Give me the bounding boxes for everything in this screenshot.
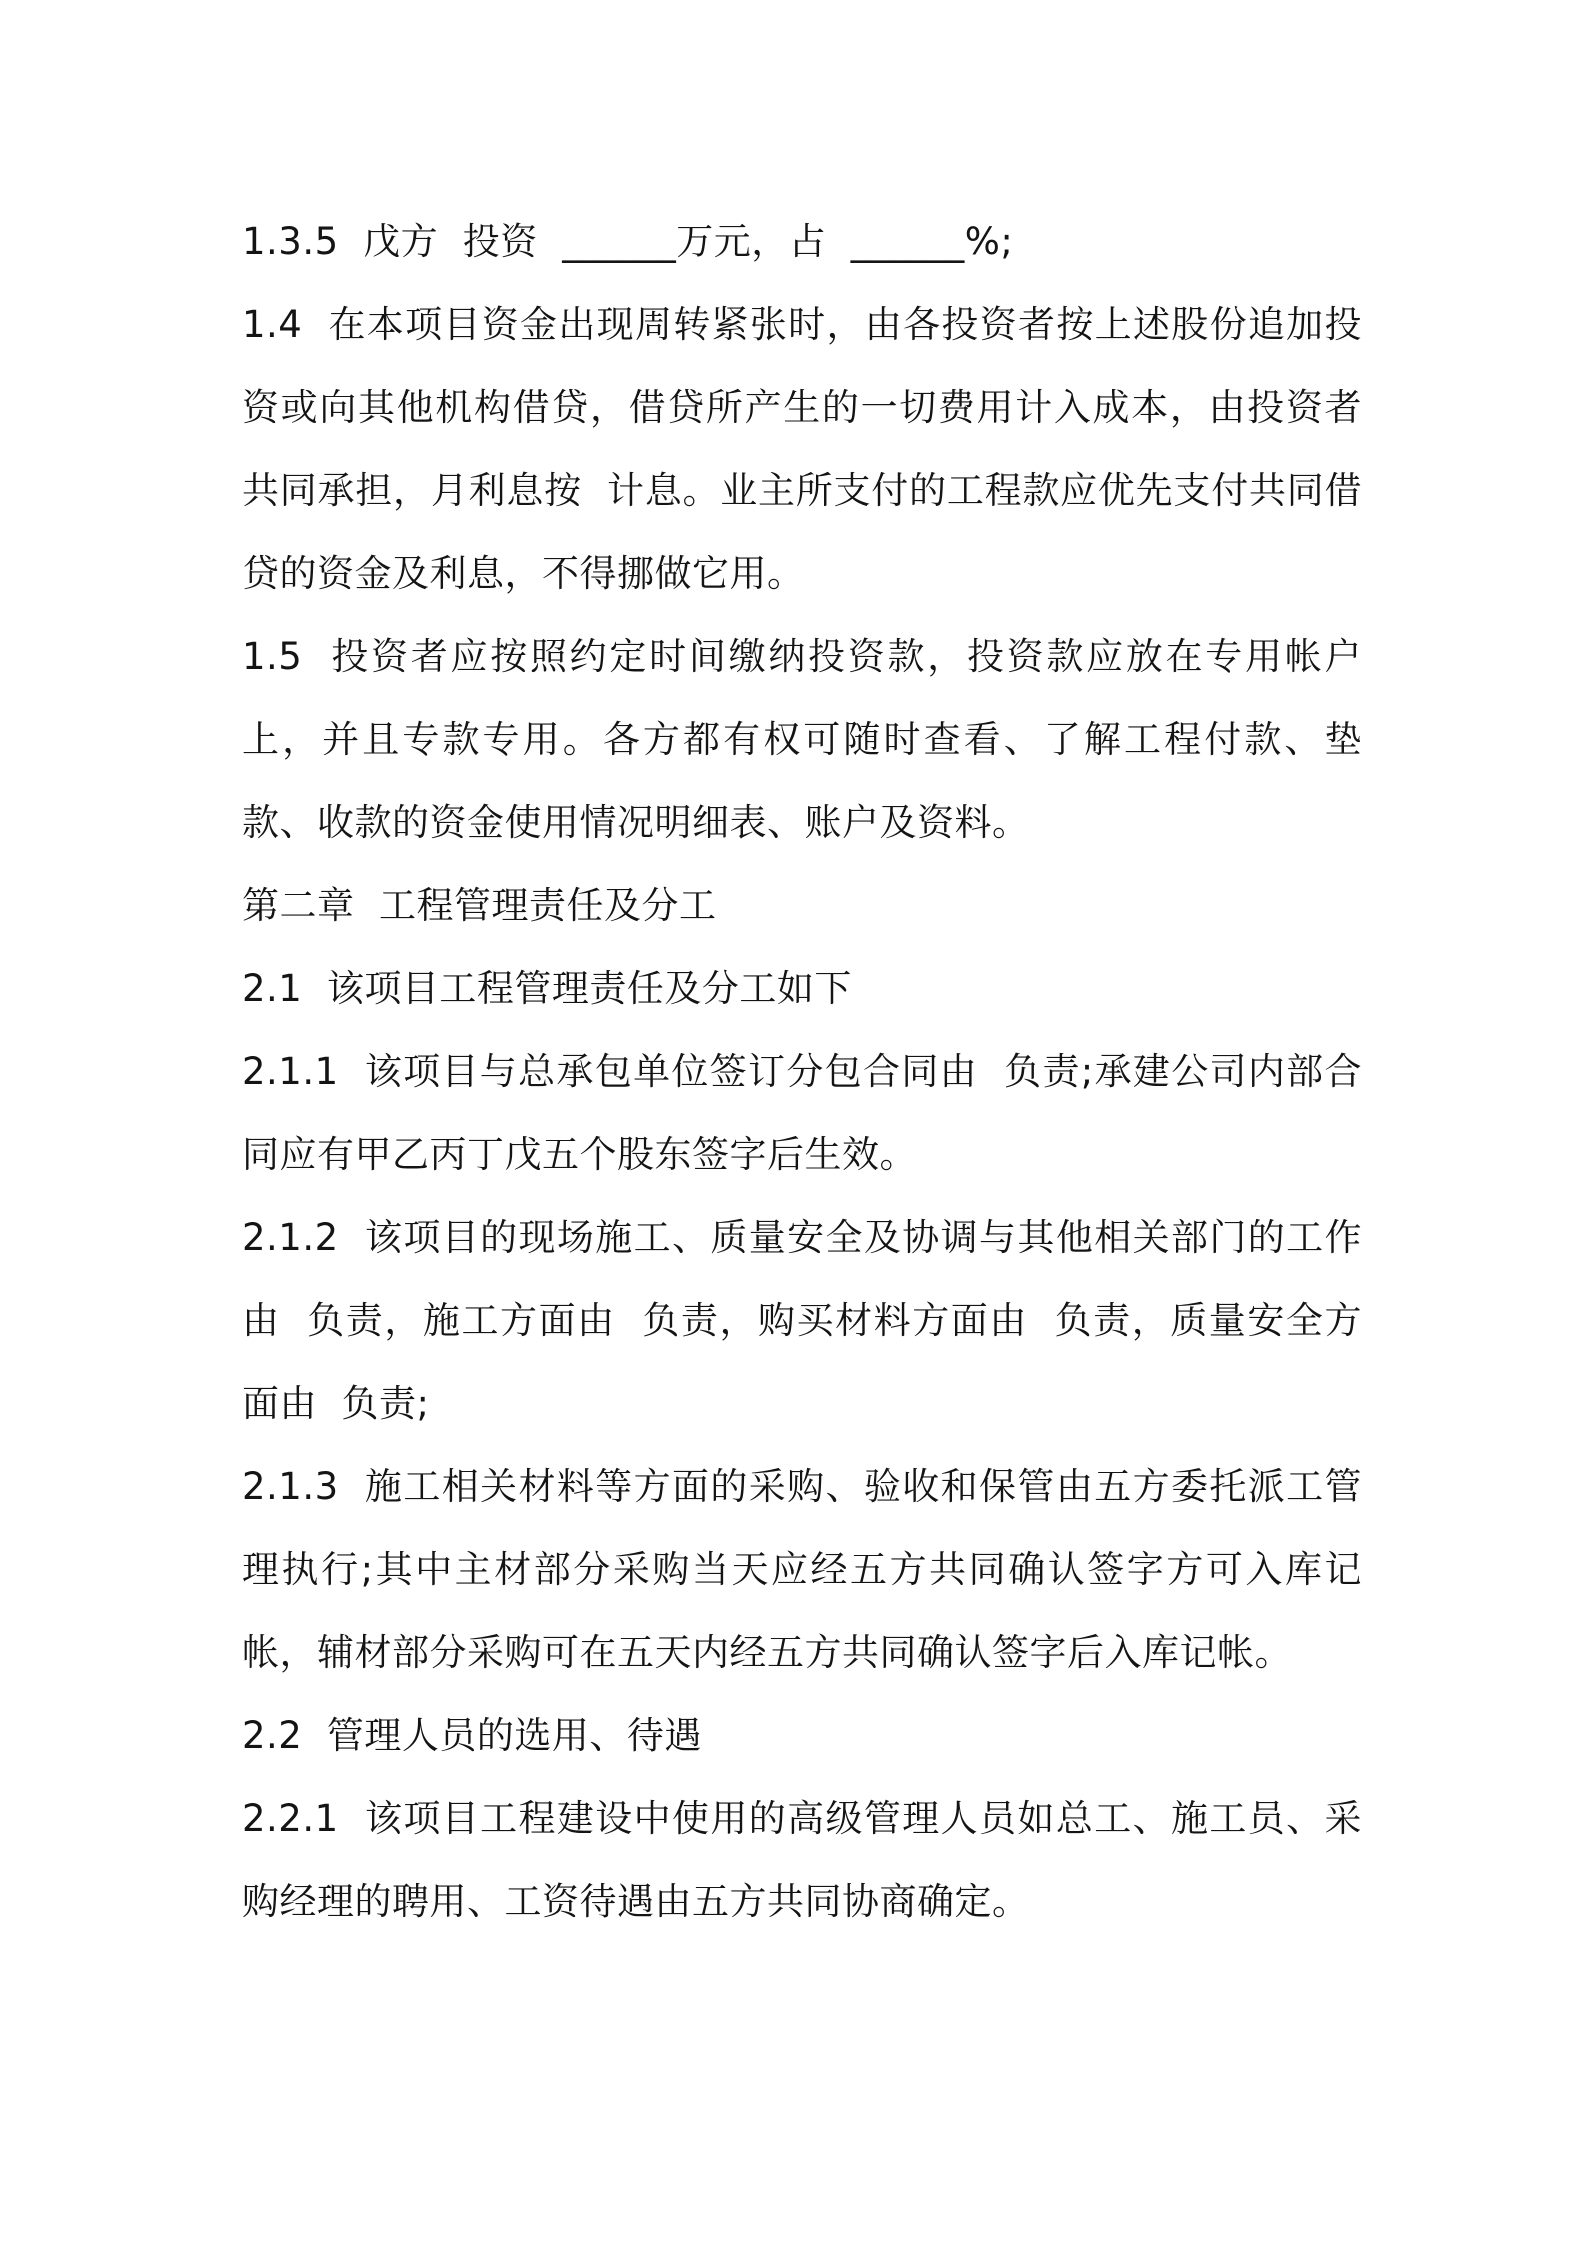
clause-2-1-3: 2.1.3 施工相关材料等方面的采购、验收和保管由五方委托派工管理执行;其中主材部分采购当天应经五方共同确认签字方可入库记帐，辅材部分采购可在五天内经五方共同确认签字后入库记帐。 xyxy=(242,1465,1362,1674)
clause-2-1-1: 2.1.1 该项目与总承包单位签订分包合同由 负责;承建公司内部合同应有甲乙丙丁戊五个股东签字后生效。 xyxy=(242,1050,1362,1176)
clause-2-1-2: 2.1.2 该项目的现场施工、质量安全及协调与其他相关部门的工作由 负责，施工方面由 负责，购买材料方面由 负责，质量安全方面由 负责; xyxy=(242,1216,1362,1425)
clause-2-2-1: 2.2.1 该项目工程建设中使用的高级管理人员如总工、施工员、采购经理的聘用、工资待遇由五方共同协商确定。 xyxy=(242,1797,1362,1923)
clause-2-1: 2.1 该项目工程管理责任及分工如下 xyxy=(242,967,852,1010)
clause-1-3-5: 1.3.5 戊方 投资 ______万元，占 ______%; xyxy=(242,220,1014,263)
chapter-2-heading: 第二章 工程管理责任及分工 xyxy=(242,884,717,927)
clause-2-2: 2.2 管理人员的选用、待遇 xyxy=(242,1714,702,1757)
document-body xyxy=(242,200,1362,1943)
clause-1-4: 1.4 在本项目资金出现周转紧张时，由各投资者按上述股份追加投资或向其他机构借贷，借贷所产生的一切费用计入成本，由投资者共同承担，月利息按 计息。业主所支付的工程款应优先支付共同借贷的资金及利息，不得挪做它用。 xyxy=(242,303,1362,595)
clause-1-5: 1.5 投资者应按照约定时间缴纳投资款，投资款应放在专用帐户上，并且专款专用。各方都有权可随时查看、了解工程付款、垫款、收款的资金使用情况明细表、账户及资料。 xyxy=(242,635,1362,844)
